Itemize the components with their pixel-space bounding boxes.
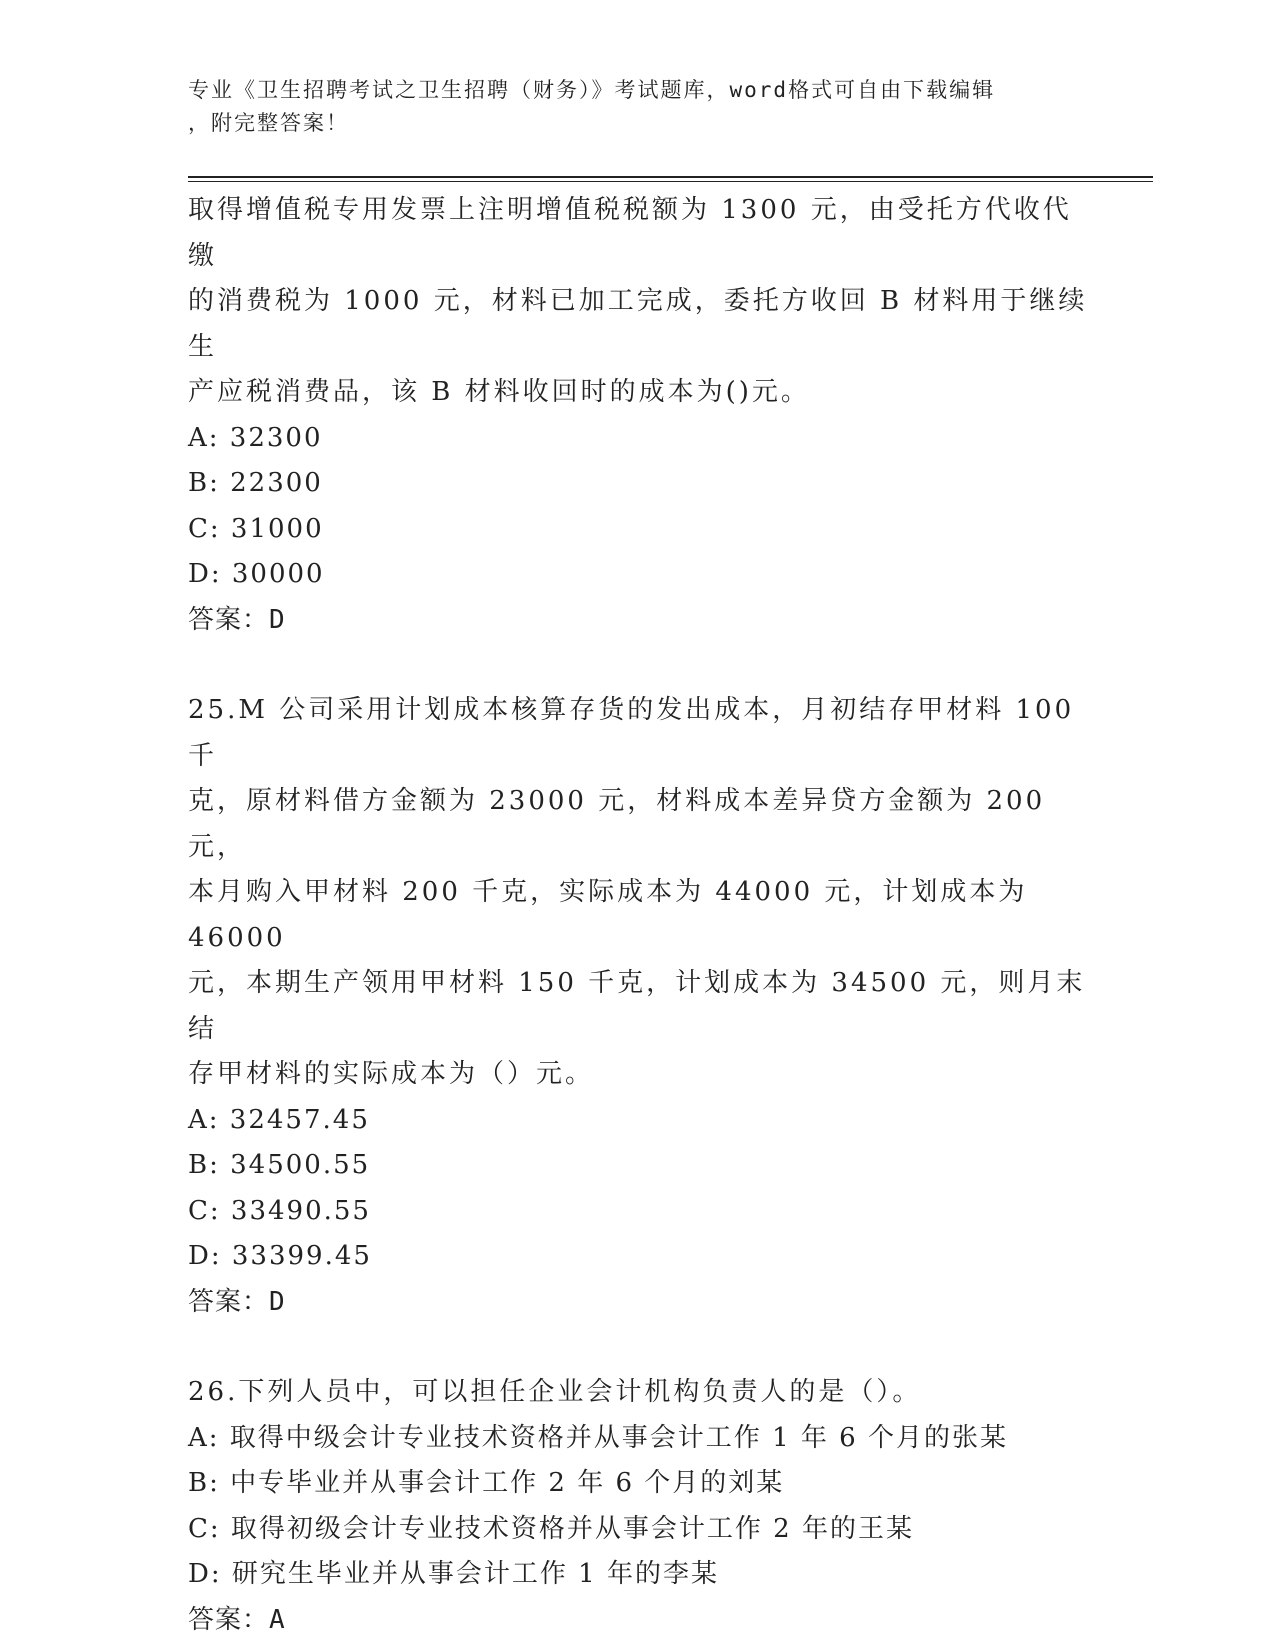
- header-line-1: 专业《卫生招聘考试之卫生招聘（财务）》考试题库，word格式可自由下载编辑: [188, 78, 996, 102]
- spacer: [188, 643, 1088, 688]
- question-text-line: 存甲材料的实际成本为（）元。: [188, 1059, 595, 1089]
- header-rule-thin: [188, 181, 1153, 182]
- option-b: B: 22300: [188, 468, 323, 498]
- question-list: [188, 188, 1088, 1643]
- option-a: A: 32300: [188, 422, 323, 453]
- answer-line: 答案：D: [188, 1286, 286, 1317]
- option-d: D: 33399.45: [188, 1241, 372, 1271]
- answer-line: 答案：A: [188, 1604, 286, 1635]
- question-text-line: 克，原材料借方金额为 23000 元，材料成本差异贷方金额为 200 元，: [188, 786, 1046, 862]
- question-block: [188, 188, 1088, 643]
- option-c: C: 31000: [188, 513, 324, 544]
- question-text-line: 元，本期生产领用甲材料 150 千克，计划成本为 34500 元，则月末结: [188, 968, 1086, 1044]
- question-text-line: 25.M 公司采用计划成本核算存货的发出成本，月初结存甲材料 100 千: [188, 695, 1075, 771]
- question-block: [188, 688, 1088, 1325]
- option-d: D: 研究生毕业并从事会计工作 1 年的李某: [188, 1559, 719, 1589]
- option-c: C: 取得初级会计专业技术资格并从事会计工作 2 年的王某: [188, 1513, 914, 1544]
- question-block: [188, 1370, 1088, 1643]
- answer-line: 答案：D: [188, 604, 286, 635]
- question-text-line: 26.下列人员中，可以担任企业会计机构负责人的是（）。: [188, 1377, 922, 1407]
- question-text-line: 取得增值税专用发票上注明增值税税额为 1300 元，由受托方代收代缴: [188, 195, 1072, 271]
- option-b: B: 中专毕业并从事会计工作 2 年 6 个月的刘某: [188, 1468, 785, 1498]
- option-b: B: 34500.55: [188, 1150, 371, 1180]
- spacer: [188, 1325, 1088, 1370]
- option-a: A: 32457.45: [188, 1104, 370, 1135]
- question-text-line: 本月购入甲材料 200 千克，实际成本为 44000 元，计划成本为 46000: [188, 877, 1028, 953]
- question-text-line: 产应税消费品，该 B 材料收回时的成本为()元。: [188, 377, 810, 407]
- question-text-line: 的消费税为 1000 元，材料已加工完成，委托方收回 B 材料用于继续生: [188, 286, 1088, 362]
- header-line-2: ，附完整答案！: [188, 111, 349, 135]
- document-header: [188, 74, 1068, 140]
- option-a: A: 取得中级会计专业技术资格并从事会计工作 1 年 6 个月的张某: [188, 1422, 1008, 1453]
- option-d: D: 30000: [188, 559, 325, 589]
- header-rule-thick: [188, 176, 1153, 178]
- option-c: C: 33490.55: [188, 1195, 371, 1226]
